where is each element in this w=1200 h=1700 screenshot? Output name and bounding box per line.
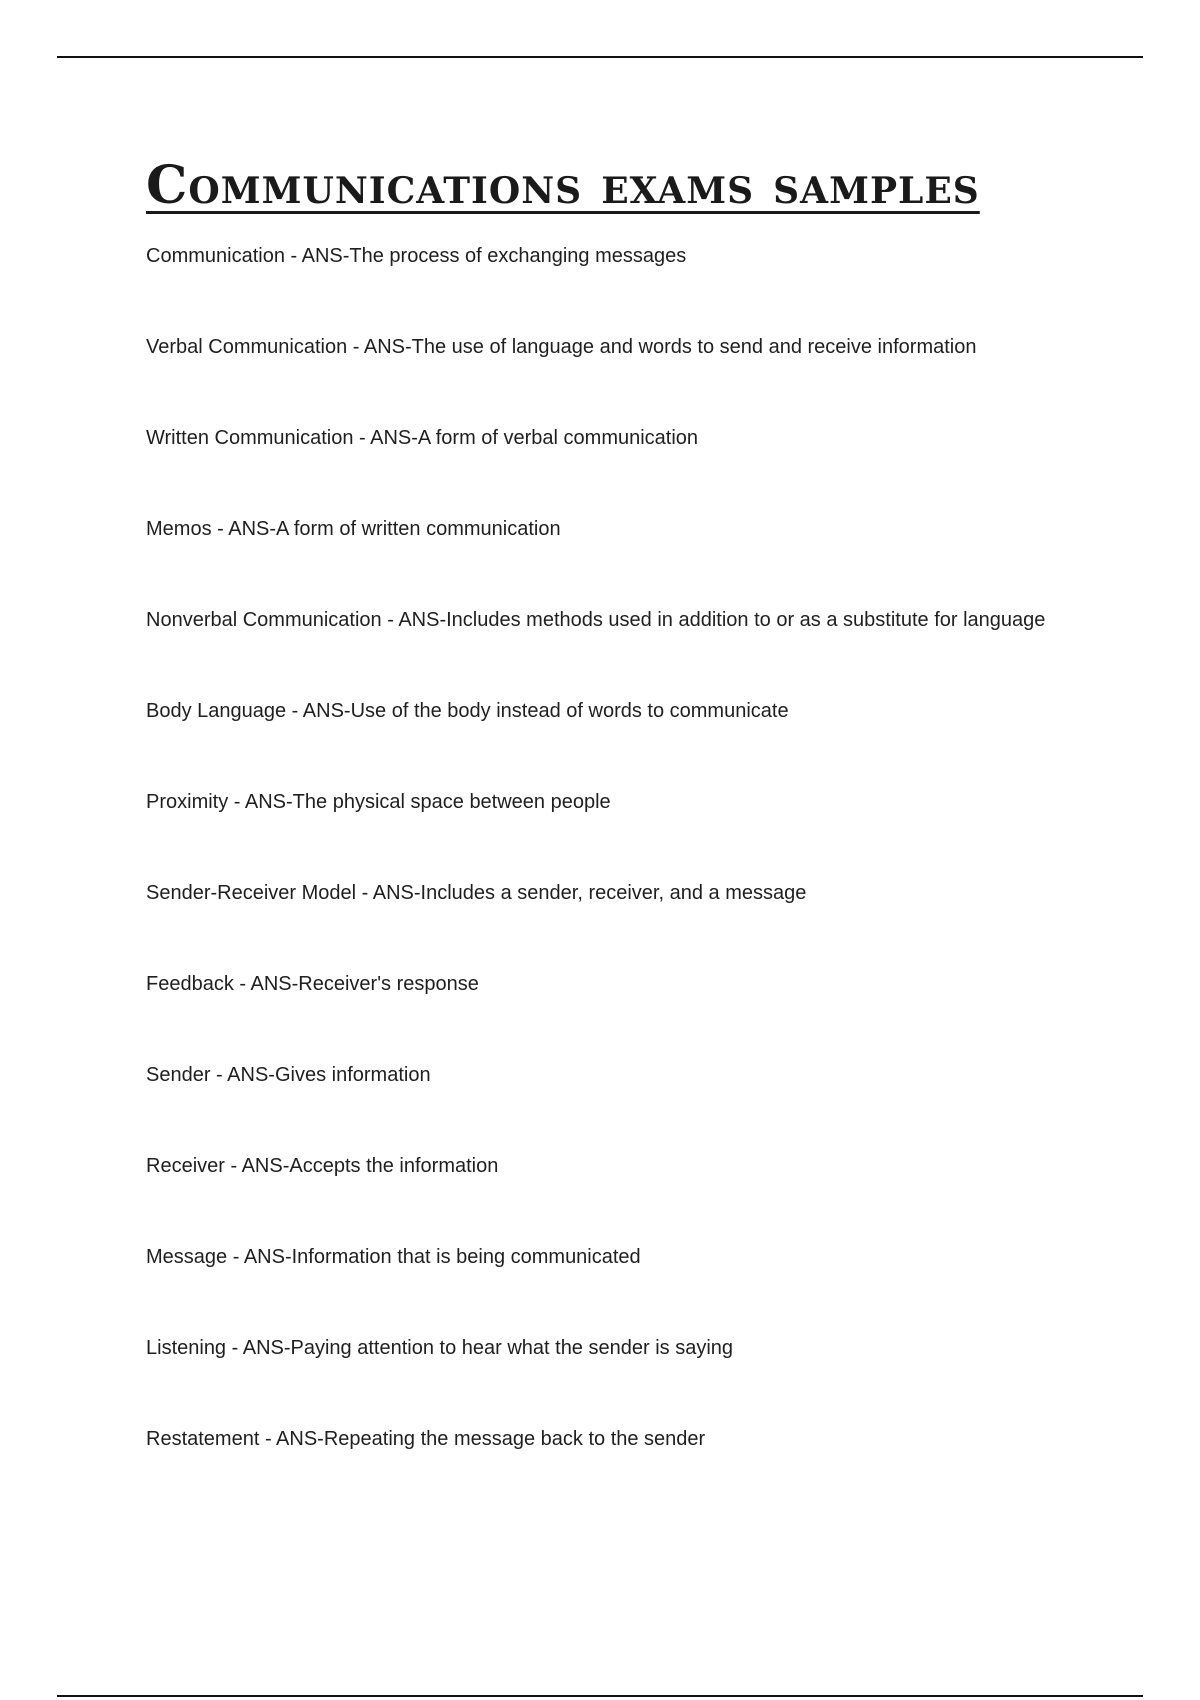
definition-item: Proximity - ANS-The physical space between people xyxy=(146,791,611,813)
definition-item: Sender - ANS-Gives information xyxy=(146,1064,431,1086)
definition-item: Memos - ANS-A form of written communication xyxy=(146,518,561,540)
definition-item: Listening - ANS-Paying attention to hear what the sender is saying xyxy=(146,1337,734,1359)
definition-item: Restatement - ANS-Repeating the message back to the sender xyxy=(146,1428,706,1450)
page-title: Communications exams samples xyxy=(146,155,980,216)
definition-item: Communication - ANS-The process of exchanging messages xyxy=(146,245,687,267)
definition-item: Written Communication - ANS-A form of verbal communication xyxy=(146,427,699,449)
bottom-rule xyxy=(57,1695,1143,1697)
definition-item: Message - ANS-Information that is being communicated xyxy=(146,1246,641,1268)
definition-item: Sender-Receiver Model - ANS-Includes a sender, receiver, and a message xyxy=(146,882,807,904)
top-rule xyxy=(57,56,1143,58)
definition-item: Body Language - ANS-Use of the body instead of words to communicate xyxy=(146,700,789,722)
definition-item: Feedback - ANS-Receiver's response xyxy=(146,973,479,995)
definition-item: Receiver - ANS-Accepts the information xyxy=(146,1155,499,1177)
definition-item: Verbal Communication - ANS-The use of language and words to send and receive information xyxy=(146,336,977,358)
definition-item: Nonverbal Communication - ANS-Includes methods used in addition to or as a substitute for language xyxy=(146,609,1046,631)
definition-list xyxy=(146,242,1146,1516)
